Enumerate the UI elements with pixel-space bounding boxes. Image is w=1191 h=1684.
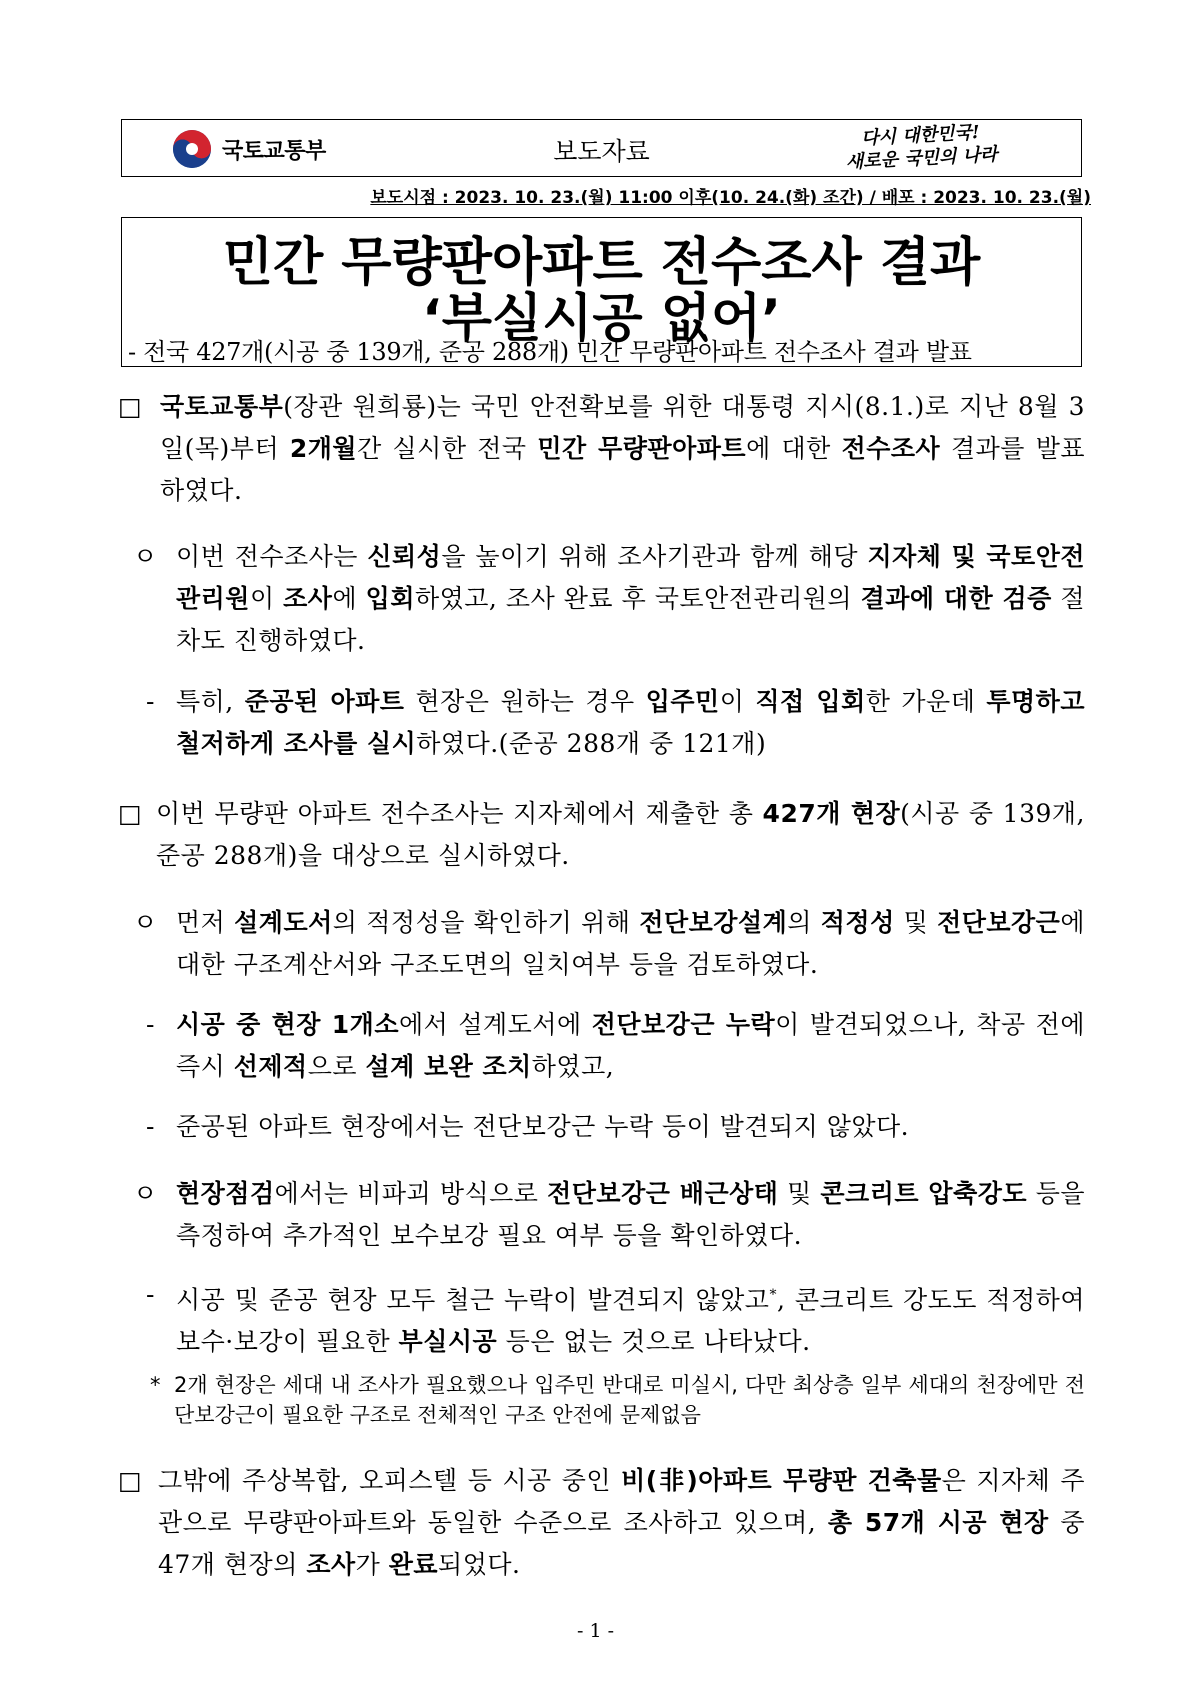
title-box bbox=[121, 217, 1082, 367]
text: 되었다. bbox=[438, 1550, 521, 1579]
text: 현장은 원하는 경우 bbox=[404, 687, 646, 716]
text: 이번 무량판 아파트 전수조사는 지자체에서 제출한 총 bbox=[156, 799, 763, 828]
box-bullet: □ bbox=[118, 799, 142, 828]
header-box bbox=[121, 119, 1082, 177]
circle-bullet: ㅇ bbox=[133, 1179, 158, 1208]
text: 하였고, bbox=[531, 1052, 615, 1081]
text: 및 bbox=[894, 908, 938, 937]
text: (시공 중 139개, 준공 288개)을 대상으로 실시하였다. bbox=[156, 799, 1085, 870]
embargo-line: 보도시점 : 2023. 10. 23.(월) 11:00 이후(10. 24.(화) 조간) / 배포 : 2023. 10. 23.(월) bbox=[370, 188, 1091, 208]
dash-bullet: - bbox=[146, 1010, 155, 1039]
document-type: 보도자료 bbox=[553, 137, 650, 166]
text: 가 bbox=[355, 1550, 389, 1579]
text: (장관 원희룡)는 국민 안전확보를 위한 대통령 지시(8.1.)로 지난 8월 3일(목)부터 bbox=[160, 392, 1085, 463]
bold-text: 결과에 대한 검증 bbox=[860, 584, 1052, 613]
paragraph-1 bbox=[160, 386, 1085, 512]
text: 에 대한 구조계산서와 구조도면의 일치여부 등을 검토하였다. bbox=[176, 908, 1085, 979]
bold-text: 지자체 및 국토안전관리원 bbox=[176, 542, 1086, 613]
text: 준공된 아파트 현장에서는 전단보강근 누락 등이 발견되지 않았다. bbox=[176, 1112, 910, 1141]
dash-bullet: - bbox=[146, 1112, 155, 1141]
bold-text: 시공 중 현장 1개소 bbox=[176, 1010, 399, 1039]
subtitle: - 전국 427개(시공 중 139개, 준공 288개) 민간 무량판아파트 전수조사 결과 발표 bbox=[128, 338, 972, 366]
text: 절차도 진행하였다. bbox=[176, 584, 1085, 655]
paragraph-3 bbox=[158, 1460, 1085, 1586]
bold-text: 부실시공 bbox=[398, 1327, 498, 1357]
text: , 콘크리트 강도도 적정하여 보수·보강이 필요한 bbox=[176, 1285, 1085, 1357]
text: 이 bbox=[249, 584, 284, 613]
text: 시공 및 준공 현장 모두 철근 누락이 발견되지 않았고 bbox=[176, 1285, 770, 1315]
paragraph-2b bbox=[176, 1004, 1085, 1088]
bold-text: 전단보강근 배근상태 bbox=[547, 1179, 779, 1208]
text: 에 대한 bbox=[746, 434, 842, 463]
bold-text: 적정성 bbox=[820, 908, 895, 937]
bold-text: 투명하고 철저하게 조사를 실시 bbox=[176, 687, 1085, 758]
dash-bullet: - bbox=[146, 687, 155, 716]
bold-text: 현장점검 bbox=[176, 1179, 275, 1208]
bold-text: 입주민 bbox=[645, 687, 720, 716]
text: 그밖에 주상복합, 오피스텔 등 시공 중인 bbox=[158, 1466, 622, 1495]
text: 특히, bbox=[176, 687, 245, 716]
paragraph-2 bbox=[156, 793, 1085, 877]
box-bullet: □ bbox=[118, 392, 142, 421]
bold-text: 신뢰성 bbox=[367, 542, 442, 571]
bold-text: 427개 현장 bbox=[762, 799, 901, 828]
slogan-line-2: 새로운 국민의 나라 bbox=[845, 144, 998, 173]
paragraph-1b bbox=[176, 681, 1085, 765]
bold-text: 설계 보완 조치 bbox=[365, 1052, 532, 1081]
text: 하였고, 조사 완료 후 국토안전관리원의 bbox=[414, 584, 861, 613]
footnote-star: * bbox=[150, 1373, 161, 1397]
text: 에서는 비파괴 방식으로 bbox=[274, 1179, 548, 1208]
footnote-mark: * bbox=[769, 1287, 777, 1303]
text: 먼저 bbox=[176, 908, 235, 937]
bold-text: 직접 입회 bbox=[755, 687, 866, 716]
text: 의 bbox=[787, 908, 821, 937]
footnote-text: 2개 현장은 세대 내 조사가 필요했으나 입주민 반대로 미실시, 다만 최상층 일부 세대의 천장에만 전단보강근이 필요한 구조로 전체적인 구조 안전에 문제없음 bbox=[174, 1373, 1085, 1427]
slogan-line-1: 다시 대한민국! bbox=[860, 121, 981, 150]
bold-text: 전단보강근 누락 bbox=[591, 1010, 776, 1039]
text: 을 높이기 위해 조사기관과 함께 해당 bbox=[441, 542, 868, 571]
text: 에 bbox=[332, 584, 366, 613]
text: 등을 측정하여 추가적인 보수보강 필요 여부 등을 확인하였다. bbox=[176, 1179, 1086, 1250]
text: 이 bbox=[719, 687, 756, 716]
bold-text: 완료 bbox=[388, 1550, 439, 1579]
bold-text: 총 57개 시공 현장 bbox=[827, 1508, 1049, 1537]
bold-text: 준공된 아파트 bbox=[244, 687, 405, 716]
bold-text: 전수조사 bbox=[841, 434, 941, 463]
bold-text: 전단보강근 bbox=[937, 908, 1061, 937]
text: 은 지자체 주관으로 무량판아파트와 동일한 수준으로 조사하고 있으며, bbox=[158, 1466, 1085, 1537]
text: 으로 bbox=[307, 1052, 366, 1081]
text: 등은 없는 것으로 나타났다. bbox=[497, 1327, 811, 1357]
text: 간 실시한 전국 bbox=[357, 434, 538, 463]
bold-text: 입회 bbox=[365, 584, 415, 613]
bold-text: 조사 bbox=[283, 584, 333, 613]
paragraph-2d bbox=[176, 1173, 1085, 1257]
ministry-name: 국토교통부 bbox=[222, 139, 326, 164]
circle-bullet: ㅇ bbox=[133, 542, 158, 571]
paragraph-2e bbox=[176, 1274, 1085, 1363]
text: 및 bbox=[778, 1179, 821, 1208]
paragraph-2a bbox=[176, 902, 1085, 986]
title-line-1: 민간 무량판아파트 전수조사 결과 bbox=[222, 233, 981, 293]
bold-text: 조사 bbox=[306, 1550, 356, 1579]
title-line-2: ‘부실시공 없어’ bbox=[421, 289, 781, 349]
bold-text: 국토교통부 bbox=[160, 392, 284, 421]
text: 중 47개 현장의 bbox=[158, 1508, 1085, 1579]
bold-text: 설계도서 bbox=[234, 908, 333, 937]
page-number: - 1 - bbox=[576, 1620, 614, 1642]
text: 한 가운데 bbox=[865, 687, 987, 716]
box-bullet: □ bbox=[118, 1466, 142, 1495]
bold-text: 전단보강설계 bbox=[639, 908, 788, 937]
text: 결과를 발표하였다. bbox=[160, 434, 1085, 505]
text: 이 발견되었으나, 착공 전에 즉시 bbox=[176, 1010, 1085, 1081]
bold-text: 2개월 bbox=[289, 434, 358, 463]
slogan bbox=[830, 119, 1012, 174]
dash-bullet: - bbox=[146, 1280, 155, 1309]
paragraph-1a bbox=[176, 536, 1085, 662]
text: 하였다.(준공 288개 중 121개) bbox=[416, 729, 767, 758]
bold-text: 민간 무량판아파트 bbox=[537, 434, 747, 463]
bold-text: 콘크리트 압축강도 bbox=[820, 1179, 1028, 1208]
paragraph-2c bbox=[176, 1106, 1085, 1148]
bold-text: 선제적 bbox=[233, 1052, 308, 1081]
bold-text: 비(非)아파트 무량판 건축물 bbox=[621, 1466, 942, 1495]
circle-bullet: ㅇ bbox=[133, 908, 158, 937]
text: 에서 설계도서에 bbox=[398, 1010, 592, 1039]
text: 이번 전수조사는 bbox=[176, 542, 368, 571]
text: 의 적정성을 확인하기 위해 bbox=[332, 908, 640, 937]
